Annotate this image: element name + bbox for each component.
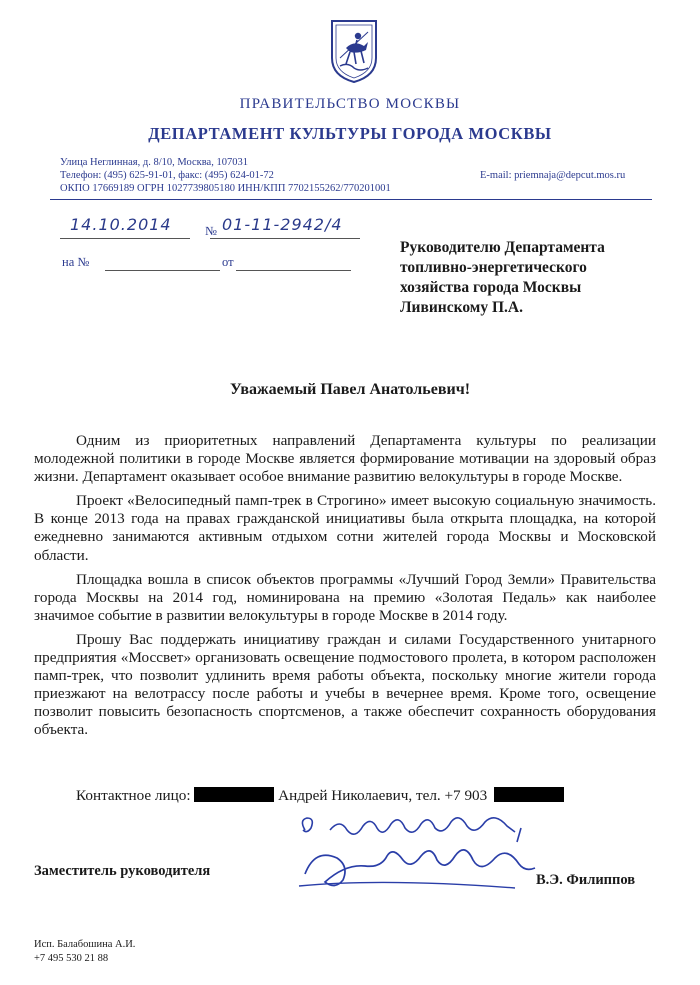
reference-date-underline xyxy=(236,270,351,271)
addressee-line: Ливинскому П.А. xyxy=(400,299,523,316)
moscow-coat-of-arms-icon xyxy=(328,18,380,84)
reference-number-label: на № xyxy=(62,255,90,269)
letter-number: 01-11-2942/4 xyxy=(222,215,343,234)
executor-phone: +7 495 530 21 88 xyxy=(34,953,109,964)
body-paragraph: Одним из приоритетных направлений Департамента культуры по реализации молодежной политики в городе Москве является формирование мотивации на здоровый образ жизни. Департамент оказывает особое внимание развитию велокультуры в городе Москве. xyxy=(34,432,656,486)
addressee-block xyxy=(400,238,680,318)
handwritten-signature xyxy=(285,808,555,898)
date-underline xyxy=(60,238,190,239)
redaction-block xyxy=(494,787,564,802)
body-paragraph: Проект «Велосипедный памп-трек в Строгино» имеет высокую социальную значимость. В конце 2013 года на правах гражданской инициативы была открыта площадка, на которой ежедневно занимаются активным отдыхом сотни жителей города Москвы и Московской области. xyxy=(34,492,656,564)
number-label: № xyxy=(205,224,217,238)
department-address: Улица Неглинная, д. 8/10, Москва, 107031 xyxy=(60,157,248,168)
department-title: ДЕПАРТАМЕНТ КУЛЬТУРЫ ГОРОДА МОСКВЫ xyxy=(148,124,552,143)
letter-body xyxy=(34,432,656,746)
body-paragraph: Площадка вошла в список объектов программы «Лучший Город Земли» Правительства города Москвы на 2014 год, номинирована на премию «Золотая Педаль» как наиболее значимое событие в развитии велокультуры в городе Москве в 2014 году. xyxy=(34,570,656,624)
body-paragraph: Прошу Вас поддержать инициативу граждан и силами Государственного унитарного предприятия «Моссвет» организовать освещение подмостового пролета, в котором расположен памп-трек, что позволит удлинить время работы объекта, поскольку многие жители города приезжают на велотрассу после работы и учебы в вечернее время. Кроме того, освещение позволит повысить безопасность спортсменов, а также обеспечит сохранность оборудования объекта. xyxy=(34,630,656,739)
reference-from-label: от xyxy=(222,255,234,269)
contact-label: Контактное лицо: xyxy=(76,787,191,804)
number-underline xyxy=(210,238,360,239)
department-email: E-mail: priemnaja@depcut.mos.ru xyxy=(480,170,626,181)
department-codes: ОКПО 17669189 ОГРН 1027739805180 ИНН/КПП 7702155262/770201001 xyxy=(60,183,391,194)
signer-title: Заместитель руководителя xyxy=(34,863,211,879)
header-divider xyxy=(50,199,652,200)
contact-name: Андрей Николаевич, тел. +7 903 xyxy=(278,787,488,804)
reference-number-underline xyxy=(105,270,220,271)
salutation: Уважаемый Павел Анатольевич! xyxy=(229,381,471,398)
redaction-block xyxy=(194,787,274,802)
contact-line xyxy=(76,787,564,805)
addressee-line: Руководителю Департамента xyxy=(400,239,605,256)
addressee-line: топливно-энергетического xyxy=(400,259,587,276)
government-title: ПРАВИТЕЛЬСТВО МОСКВЫ xyxy=(239,96,461,112)
addressee-line: хозяйства города Москвы xyxy=(400,279,582,296)
signer-name: В.Э. Филиппов xyxy=(536,872,636,888)
letter-date: 14.10.2014 xyxy=(70,215,172,234)
executor-name: Исп. Балабошина А.И. xyxy=(34,939,136,950)
department-phone: Телефон: (495) 625-91-01, факс: (495) 624-01-72 xyxy=(60,170,274,181)
